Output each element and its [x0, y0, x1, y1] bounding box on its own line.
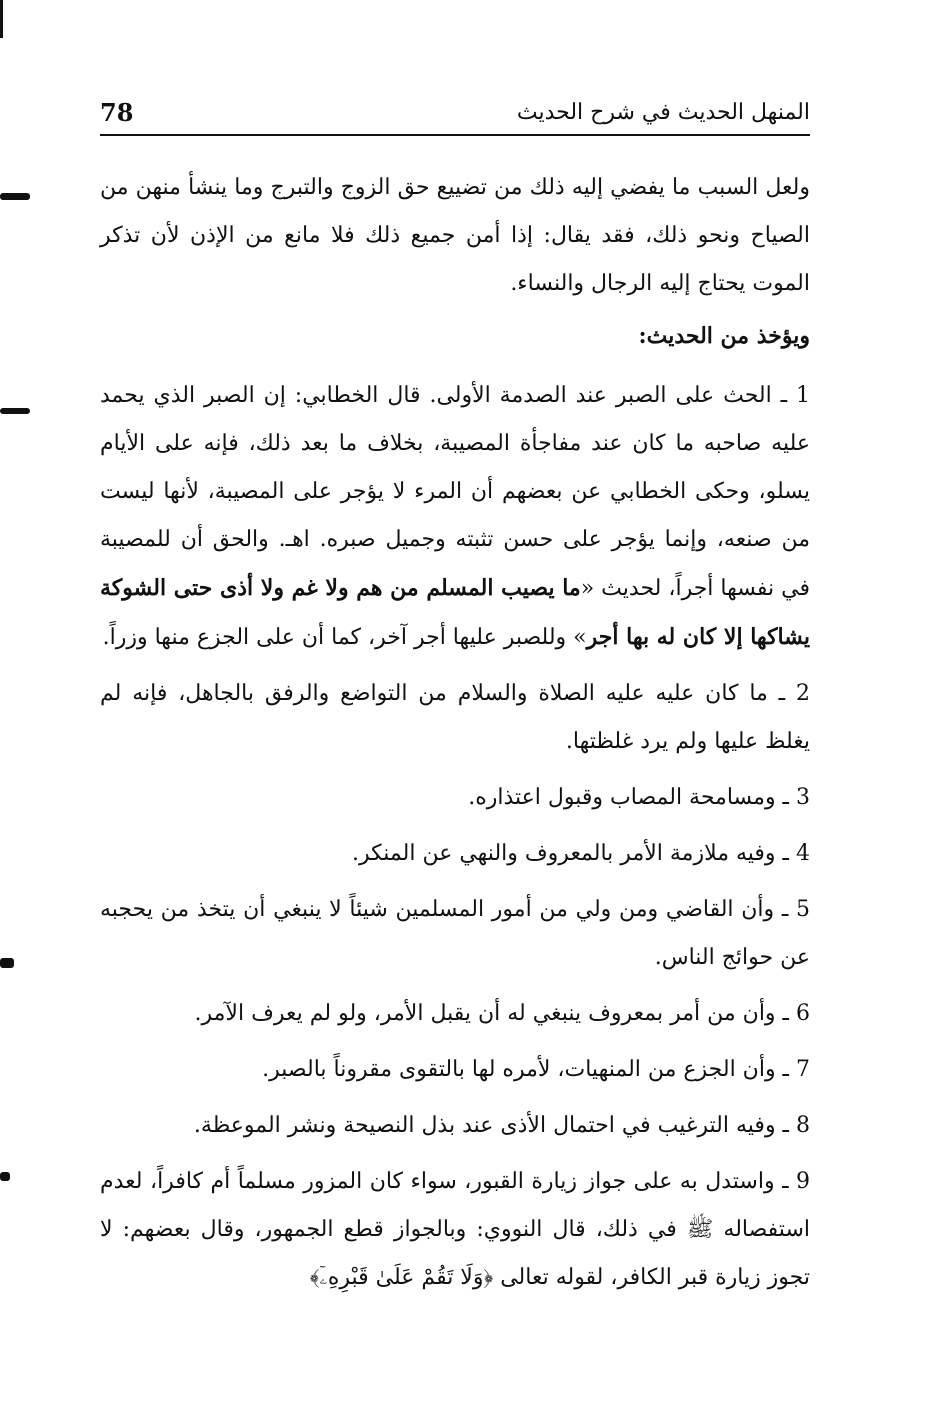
hadith-quote: ما يصيب المسلم من هم ولا غم ولا أذى حتى الشوكة يشاكها إلا كان له بها أجر: [100, 575, 810, 650]
list-item-7: 7 ـ وأن الجزع من المنهيات، لأمره لها بالتقوى مقروناً بالصبر.: [262, 1057, 810, 1082]
scan-edge-mark: [0, 0, 3, 38]
scan-margin-mark: [0, 1172, 10, 1181]
section-heading: ويؤخذ من الحديث:: [638, 323, 810, 349]
page-number: 78: [100, 98, 134, 127]
list-item-8: 8 ـ وفيه الترغيب في احتمال الأذى عند بذل النصيحة ونشر الموعظة.: [193, 1113, 810, 1138]
list-item-2: 2 ـ ما كان عليه عليه الصلاة والسلام من التواضع والرفق بالجاهل، فإنه لم يغلظ عليها ولم يرد غلظتها.: [100, 681, 810, 754]
list-item-4: 4 ـ وفيه ملازمة الأمر بالمعروف والنهي عن المنكر.: [352, 841, 810, 866]
header-rule: [100, 134, 810, 136]
scan-margin-mark: [0, 193, 30, 200]
list-item-1: [100, 372, 810, 662]
intro-paragraph: ولعل السبب ما يفضي إليه ذلك من تضييع حق الزوج والتبرج وما ينشأ منهن من الصياح ونحو ذلك، فقد يقال: إذا أمن جميع ذلك فلا مانع من الإذن لأن تذكر الموت يحتاج إليه الرجال والنساء.: [100, 175, 810, 296]
running-header: [100, 95, 810, 135]
item-1-text-end: » وللصبر عليها أجر آخر، كما أن على الجزع منها وزراً.: [102, 625, 587, 650]
scan-margin-mark: [0, 408, 30, 414]
list-item-9: 9 ـ واستدل به على جواز زيارة القبور، سواء كان المزور مسلماً أم كافراً، لعدم استفصاله ﷺ في ذلك، قال النووي: وبالجواز قطع الجمهور، وقال بعضهم: لا تجوز زيارة قبر الكافر، لقوله تعالى ﴿وَلَا تَقُمْ عَلَىٰ قَبْرِهِۦٓ﴾: [100, 1169, 810, 1290]
list-item-5: 5 ـ وأن القاضي ومن ولي من أمور المسلمين شيئاً لا ينبغي أن يتخذ من يحجبه عن حوائج الناس.: [100, 897, 811, 970]
running-title: المنهل الحديث في شرح الحديث: [516, 100, 810, 125]
list-item-6: 6 ـ وأن من أمر بمعروف ينبغي له أن يقبل الأمر، ولو لم يعرف الآمر.: [194, 1001, 810, 1026]
scan-margin-mark: [0, 958, 14, 968]
body-text: [100, 164, 810, 1310]
list-item-3: 3 ـ ومسامحة المصاب وقبول اعتذاره.: [468, 785, 810, 810]
item-1-text: 1 ـ الحث على الصبر عند الصدمة الأولى. قال الخطابي: إن الصبر الذي يحمد عليه صاحبه ما كان عند مفاجأة المصيبة، بخلاف ما بعد ذلك، فإنه على الأيام يسلو، وحكى الخطابي عن بعضهم أن المرء لا يؤجر على المصيبة، لأنها ليست من صنعه، وإنما يؤجر على حسن تثبته وجميل صبره. اهـ. والحق أن للمصيبة في نفسها أجراً، لحديث «: [100, 383, 811, 601]
